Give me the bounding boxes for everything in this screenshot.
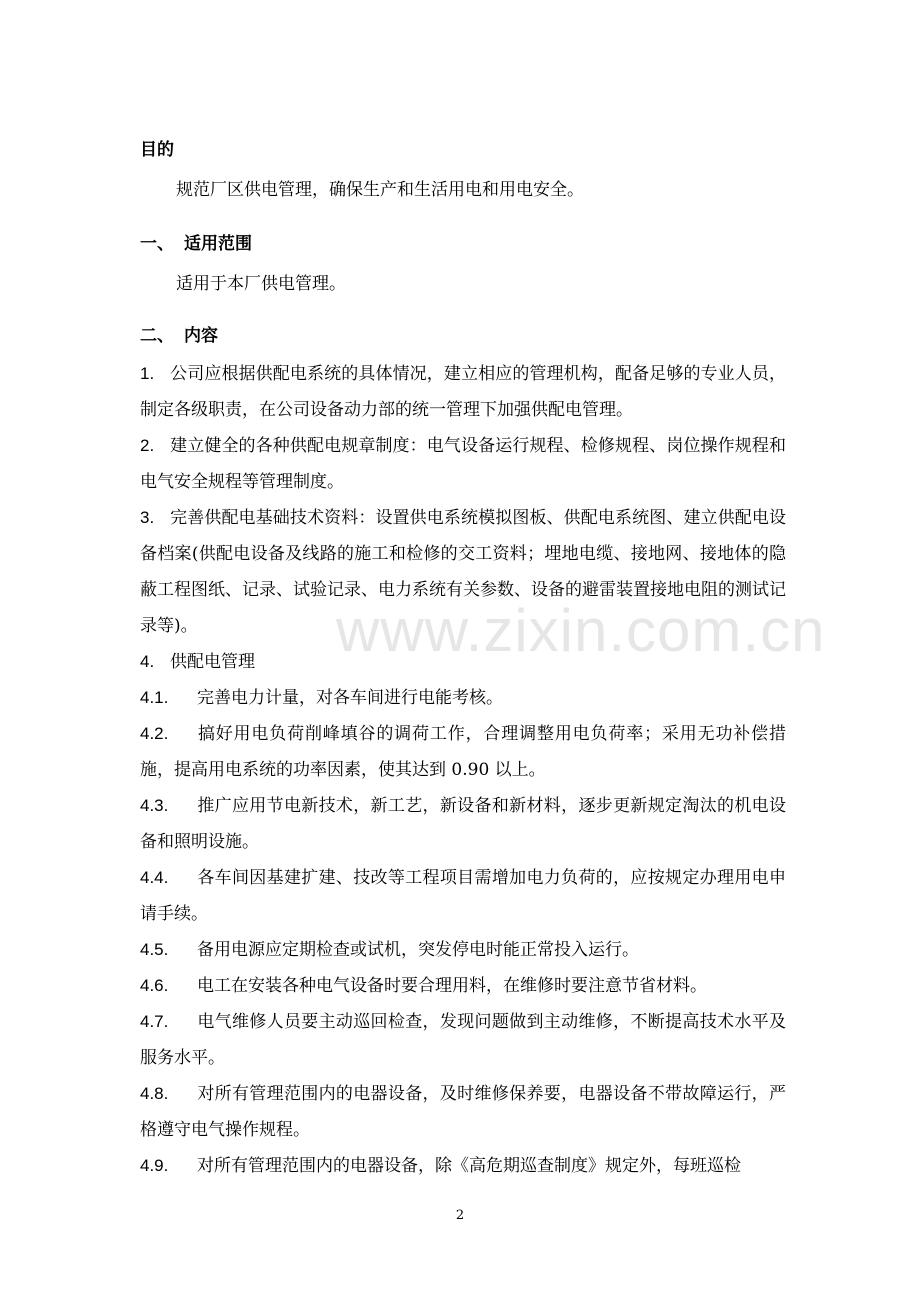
item-text: 公司应根据供配电系统的具体情况，建立相应的管理机构，配备足够的专业人员，制定各级职责，在公司设备动力部的统一管理下加强供配电管理。	[140, 364, 786, 420]
item-text: 备用电源应定期检查或试机，突发停电时能正常投入运行。	[197, 940, 639, 960]
list-item-4-8	[140, 1076, 786, 1148]
item-text: 对所有管理范围内的电器设备，除《高危期巡查制度》规定外，每班巡检	[197, 1156, 741, 1176]
item-text: 推广应用节电新技术，新工艺，新设备和新材料，逐步更新规定淘汰的机电设备和照明设施。	[140, 796, 786, 852]
item-number: 4.8.	[140, 1084, 169, 1103]
scope-number: 一、	[140, 234, 174, 254]
item-text: 供配电管理	[170, 652, 255, 672]
item-number: 4.2.	[140, 724, 169, 743]
item-text: 建立健全的各种供配电规章制度：电气设备运行规程、检修规程、岗位操作规程和电气安全规程等管理制度。	[140, 436, 786, 492]
item-text: 完善供配电基础技术资料：设置供电系统模拟图板、供配电系统图、建立供配电设备档案(供配电设备及线路的施工和检修的交工资料；埋地电缆、接地网、接地体的隐蔽工程图纸、记录、试验记录、电力系统有关参数、设备的避雷装置接地电阻的测试记录等)。	[140, 508, 786, 636]
item-text: 对所有管理范围内的电器设备，及时维修保养要，电器设备不带故障运行，严格遵守电气操作规程。	[140, 1084, 786, 1140]
scope-text: 适用于本厂供电管理。	[176, 274, 346, 294]
section-title-purpose	[140, 135, 174, 160]
item-text: 电工在安装各种电气设备时要合理用料，在维修时要注意节省材料。	[197, 976, 707, 996]
item-number: 2.	[140, 436, 155, 455]
list-item-2	[140, 428, 786, 500]
list-item-4-2	[140, 716, 786, 788]
item-text: 完善电力计量，对各车间进行电能考核。	[197, 688, 503, 708]
item-text: 各车间因基建扩建、技改等工程项目需增加电力负荷的，应按规定办理用电申请手续。	[140, 868, 786, 924]
list-item-4-1	[140, 680, 786, 716]
item-number: 4.7.	[140, 1012, 169, 1031]
item-number: 3.	[140, 508, 155, 527]
item-number: 4.1.	[140, 688, 169, 707]
item-text: 搞好用电负荷削峰填谷的调荷工作，合理调整用电负荷率；采用无功补偿措施，提高用电系统的功率因素，使其达到 0.90 以上。	[140, 724, 786, 780]
item-text: 电气维修人员要主动巡回检查，发现问题做到主动维修，不断提高技术水平及服务水平。	[140, 1012, 786, 1068]
content-number: 二、	[140, 326, 174, 346]
purpose-title: 目的	[140, 140, 174, 160]
item-number: 4.9.	[140, 1156, 169, 1175]
list-item-4-3	[140, 788, 786, 860]
scope-title: 适用范围	[184, 234, 252, 254]
list-item-4-7	[140, 1004, 786, 1076]
item-number: 4.3.	[140, 796, 169, 815]
content-title: 内容	[184, 326, 218, 346]
purpose-text: 规范厂区供电管理，确保生产和生活用电和用电安全。	[176, 180, 584, 200]
list-item-4-4	[140, 860, 786, 932]
watermark: www.zixin.com.cn	[336, 597, 826, 664]
list-item-1	[140, 356, 786, 428]
section-title-scope	[140, 229, 252, 254]
page-number: 2	[455, 1208, 465, 1223]
item-number: 4.5.	[140, 940, 169, 959]
item-number: 4.6.	[140, 976, 169, 995]
list-item-4-9	[140, 1148, 786, 1184]
list-item-4-5	[140, 932, 786, 968]
item-number: 4.4.	[140, 868, 169, 887]
item-number: 1.	[140, 364, 155, 383]
section-title-content	[140, 321, 218, 346]
list-item-4-6	[140, 968, 786, 1004]
item-number: 4.	[140, 652, 155, 671]
